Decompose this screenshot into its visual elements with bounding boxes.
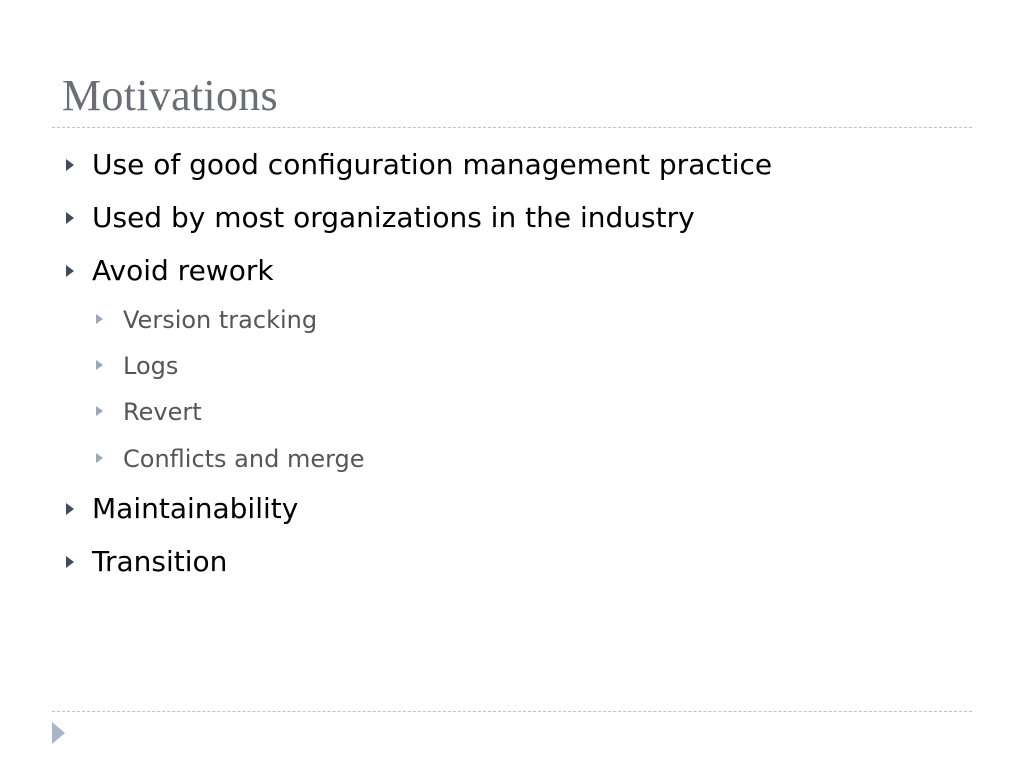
next-arrow-icon: [52, 722, 65, 744]
bullet-triangle-icon: [66, 503, 74, 515]
bullet-triangle-icon: [66, 265, 74, 277]
bullet-text: Maintainability: [92, 492, 299, 525]
sub-bullet-text: Conflicts and merge: [123, 445, 365, 473]
bullet-triangle-icon: [66, 556, 74, 568]
sub-bullet-text: Revert: [123, 398, 202, 426]
bullet-text: Use of good configuration management practice: [92, 148, 773, 181]
slide-title: Motivations: [62, 71, 278, 120]
sub-bullet-text: Logs: [123, 352, 179, 380]
sub-bullet-triangle-icon: [96, 406, 103, 416]
sub-bullet-text: Version tracking: [123, 306, 318, 334]
bullet-triangle-icon: [66, 212, 74, 224]
bullet-text: Transition: [92, 545, 228, 578]
sub-bullet-triangle-icon: [96, 453, 103, 463]
bullet-text: Avoid rework: [92, 254, 274, 287]
bullet-triangle-icon: [66, 159, 74, 171]
sub-bullet-triangle-icon: [96, 314, 103, 324]
sub-bullet-triangle-icon: [96, 360, 103, 370]
footer-divider: [52, 711, 972, 712]
bullet-text: Used by most organizations in the industry: [92, 201, 695, 234]
